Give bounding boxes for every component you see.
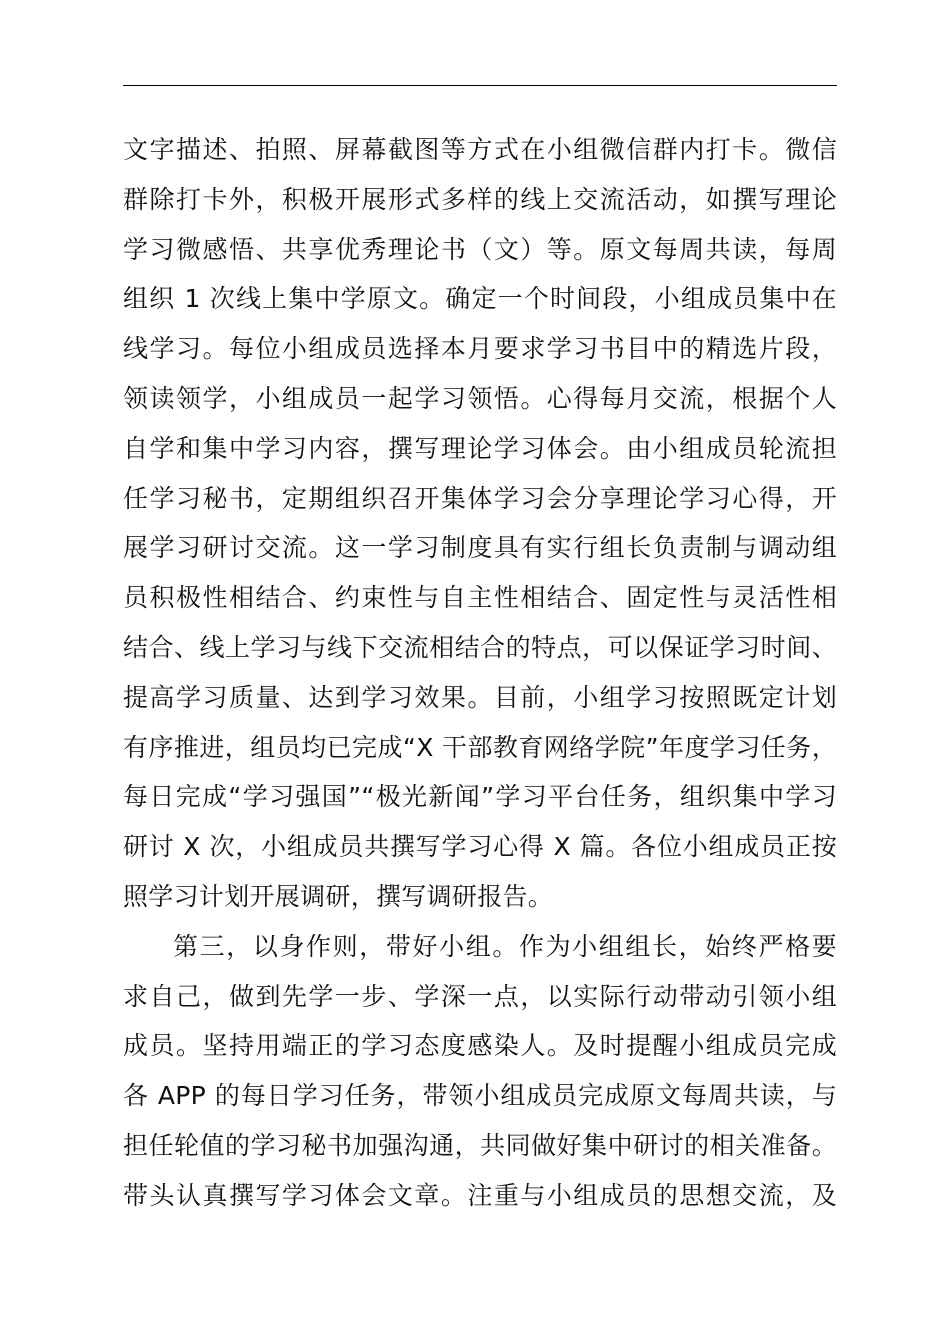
- text-line: 自学和集中学习内容，撰写理论学习体会。由小组成员轮流担: [123, 433, 837, 463]
- text-line: 群除打卡外，积极开展形式多样的线上交流活动，如撰写理论: [123, 184, 837, 214]
- paragraph-end-line: 照学习计划开展调研，撰写调研报告。: [123, 881, 554, 911]
- document-body: [123, 125, 837, 1221]
- text-line: 带头认真撰写学习体会文章。注重与小组成员的思想交流，及: [123, 1180, 837, 1210]
- text-line: 员积极性相结合、约束性与自主性相结合、固定性与灵活性相: [123, 583, 837, 613]
- text-line: 担任轮值的学习秘书加强沟通，共同做好集中研讨的相关准备。: [123, 1130, 837, 1160]
- text-line: 展学习研讨交流。这一学习制度具有实行组长负责制与调动组: [123, 533, 837, 563]
- header-rule: [123, 85, 837, 86]
- paragraph-first-line: 第三，以身作则，带好小组。作为小组组长，始终严格要: [173, 931, 837, 961]
- text-line: 有序推进，组员均已完成“X 干部教育网络学院”年度学习任务，: [123, 732, 837, 762]
- text-line: 结合、线上学习与线下交流相结合的特点，可以保证学习时间、: [123, 632, 837, 662]
- text-line: 每日完成“学习强国”“极光新闻”学习平台任务，组织集中学习: [123, 782, 837, 812]
- text-line: 求自己，做到先学一步、学深一点，以实际行动带动引领小组: [123, 981, 837, 1011]
- text-line: 组织 1 次线上集中学原文。确定一个时间段，小组成员集中在: [123, 284, 837, 314]
- text-line: 各 APP 的每日学习任务，带领小组成员完成原文每周共读，与: [123, 1081, 837, 1111]
- text-line: 学习微感悟、共享优秀理论书（文）等。原文每周共读，每周: [123, 234, 837, 264]
- text-line: 领读领学，小组成员一起学习领悟。心得每月交流，根据个人: [123, 383, 837, 413]
- text-line: 提高学习质量、达到学习效果。目前，小组学习按照既定计划: [123, 682, 837, 712]
- text-line: 线学习。每位小组成员选择本月要求学习书目中的精选片段，: [123, 334, 837, 364]
- text-line: 研讨 X 次，小组成员共撰写学习心得 X 篇。各位小组成员正按: [123, 832, 837, 862]
- text-line: 成员。坚持用端正的学习态度感染人。及时提醒小组成员完成: [123, 1031, 837, 1061]
- text-line: 任学习秘书，定期组织召开集体学习会分享理论学习心得，开: [123, 483, 837, 513]
- text-line: 文字描述、拍照、屏幕截图等方式在小组微信群内打卡。微信: [123, 135, 837, 164]
